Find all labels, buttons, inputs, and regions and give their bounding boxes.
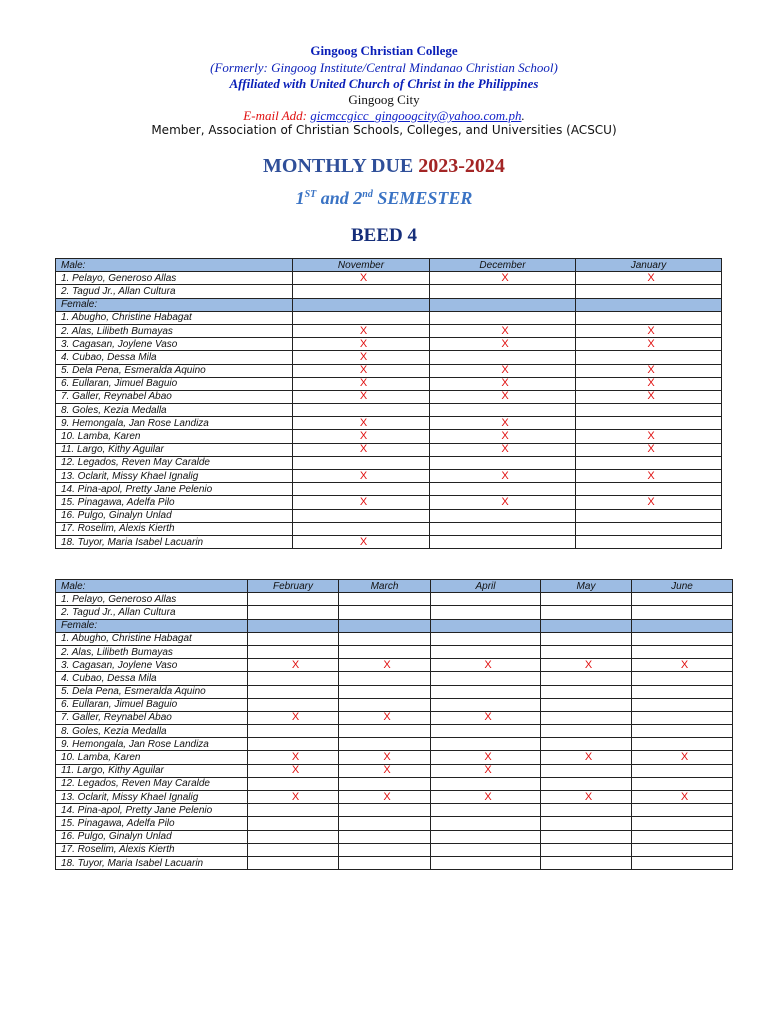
payment-mark (632, 711, 733, 724)
student-row (56, 725, 733, 738)
payment-mark (576, 456, 722, 469)
payment-mark (632, 817, 733, 830)
payment-mark: X (430, 496, 576, 509)
payment-mark (541, 632, 632, 645)
payment-mark (431, 645, 541, 658)
payment-mark: X (339, 751, 431, 764)
payment-mark (293, 311, 430, 324)
title-monthly-due-text: MONTHLY DUE (263, 155, 419, 177)
school-email-line (0, 108, 768, 124)
student-row (56, 685, 733, 698)
student-name: 12. Legados, Reven May Caralde (56, 777, 248, 790)
payment-mark (248, 645, 339, 658)
student-row (56, 606, 733, 619)
student-name: 13. Oclarit, Missy Khael Ignalig (56, 470, 293, 483)
student-row (56, 856, 733, 869)
student-name: 1. Abugho, Christine Habagat (56, 632, 248, 645)
student-name: 15. Pinagawa, Adelfa Pilo (56, 817, 248, 830)
payment-mark: X (293, 351, 430, 364)
student-row (56, 777, 733, 790)
payment-mark: X (293, 443, 430, 456)
student-row (56, 522, 722, 535)
header-row (56, 259, 722, 272)
payment-mark (248, 672, 339, 685)
student-name: 2. Tagud Jr., Allan Cultura (56, 285, 293, 298)
payment-mark (541, 738, 632, 751)
payment-mark: X (430, 443, 576, 456)
month-header (632, 619, 733, 632)
payment-mark (541, 593, 632, 606)
student-name: 12. Legados, Reven May Caralde (56, 456, 293, 469)
month-header: April (431, 580, 541, 593)
student-row (56, 338, 722, 351)
student-row (56, 443, 722, 456)
payment-mark (632, 672, 733, 685)
payment-mark: X (431, 764, 541, 777)
payment-mark: X (248, 791, 339, 804)
payment-mark (339, 856, 431, 869)
payment-mark (430, 351, 576, 364)
payment-mark (576, 285, 722, 298)
payment-mark (431, 738, 541, 751)
payment-mark: X (541, 791, 632, 804)
payment-mark: X (576, 272, 722, 285)
payment-mark: X (576, 364, 722, 377)
student-name: 17. Roselim, Alexis Kierth (56, 843, 248, 856)
sem-first-suffix: ST (304, 189, 317, 200)
month-header: January (576, 259, 722, 272)
payment-mark (632, 777, 733, 790)
payment-mark (541, 777, 632, 790)
student-row (56, 711, 733, 724)
email-label: E-mail Add: (243, 108, 311, 123)
payment-mark (431, 830, 541, 843)
school-city: Gingoog City (348, 92, 420, 107)
payment-mark (632, 632, 733, 645)
student-name: 8. Goles, Kezia Medalla (56, 404, 293, 417)
payment-mark (248, 817, 339, 830)
payment-mark: X (576, 496, 722, 509)
payment-mark: X (248, 659, 339, 672)
month-header (293, 298, 430, 311)
payment-mark (248, 777, 339, 790)
student-name: 3. Cagasan, Joylene Vaso (56, 338, 293, 351)
payment-mark (632, 764, 733, 777)
payment-mark (632, 593, 733, 606)
month-header (430, 298, 576, 311)
student-name: 1. Abugho, Christine Habagat (56, 311, 293, 324)
payment-mark (576, 311, 722, 324)
payment-mark (576, 522, 722, 535)
sem-and: and 2 (316, 188, 363, 208)
school-formerly: (Formerly: Gingoog Institute/Central Mindanao Christian School) (210, 60, 558, 75)
payment-mark: X (430, 324, 576, 337)
month-header: May (541, 580, 632, 593)
payment-mark (431, 593, 541, 606)
payment-mark: X (248, 751, 339, 764)
payment-mark (430, 456, 576, 469)
payment-mark (339, 672, 431, 685)
payment-mark (248, 685, 339, 698)
payment-mark (248, 606, 339, 619)
payment-mark: X (339, 659, 431, 672)
payment-mark: X (576, 338, 722, 351)
dues-table-second (55, 579, 733, 870)
payment-mark (541, 672, 632, 685)
payment-mark: X (431, 791, 541, 804)
student-row (56, 751, 733, 764)
payment-mark (430, 404, 576, 417)
payment-mark (339, 843, 431, 856)
payment-mark (431, 777, 541, 790)
payment-mark: X (430, 417, 576, 430)
payment-mark (632, 738, 733, 751)
student-row (56, 364, 722, 377)
payment-mark: X (541, 751, 632, 764)
payment-mark: X (248, 711, 339, 724)
payment-mark (248, 830, 339, 843)
sem-first-number: 1 (295, 188, 305, 208)
payment-mark: X (293, 338, 430, 351)
payment-mark (431, 804, 541, 817)
payment-mark (541, 711, 632, 724)
payment-mark (248, 804, 339, 817)
title-monthly-due (0, 155, 768, 178)
payment-mark (430, 522, 576, 535)
payment-mark (339, 685, 431, 698)
student-row (56, 791, 733, 804)
payment-mark: X (576, 470, 722, 483)
payment-mark: X (576, 443, 722, 456)
payment-mark (431, 632, 541, 645)
payment-mark (248, 593, 339, 606)
payment-mark: X (293, 430, 430, 443)
student-row (56, 535, 722, 548)
payment-mark: X (293, 496, 430, 509)
payment-mark: X (293, 390, 430, 403)
student-row (56, 509, 722, 522)
payment-mark (431, 856, 541, 869)
payment-mark: X (430, 430, 576, 443)
month-header: December (430, 259, 576, 272)
payment-mark (339, 593, 431, 606)
payment-mark (339, 645, 431, 658)
student-name: 18. Tuyor, Maria Isabel Lacuarin (56, 535, 293, 548)
payment-mark: X (430, 364, 576, 377)
payment-mark: X (632, 751, 733, 764)
payment-mark: X (293, 377, 430, 390)
student-row (56, 311, 722, 324)
payment-mark: X (293, 470, 430, 483)
month-header: February (248, 580, 339, 593)
payment-mark: X (430, 377, 576, 390)
student-row (56, 404, 722, 417)
payment-mark: X (632, 791, 733, 804)
student-row (56, 285, 722, 298)
student-row (56, 324, 722, 337)
student-name: 5. Dela Pena, Esmeralda Aquino (56, 685, 248, 698)
student-name: 2. Alas, Lilibeth Bumayas (56, 645, 248, 658)
student-row (56, 377, 722, 390)
month-header: March (339, 580, 431, 593)
payment-mark (430, 509, 576, 522)
sem-second-suffix: nd (362, 189, 373, 200)
student-name: 11. Largo, Kithy Aguilar (56, 443, 293, 456)
student-name: 16. Pulgo, Ginalyn Unlad (56, 830, 248, 843)
payment-mark (248, 738, 339, 751)
payment-mark (576, 483, 722, 496)
payment-mark: X (576, 390, 722, 403)
month-header (541, 619, 632, 632)
payment-mark (431, 672, 541, 685)
student-name: 5. Dela Pena, Esmeralda Aquino (56, 364, 293, 377)
payment-mark (431, 685, 541, 698)
payment-mark (339, 830, 431, 843)
student-name: 3. Cagasan, Joylene Vaso (56, 659, 248, 672)
payment-mark (541, 685, 632, 698)
payment-mark (541, 856, 632, 869)
payment-mark (431, 606, 541, 619)
payment-mark: X (576, 377, 722, 390)
payment-mark: X (293, 535, 430, 548)
payment-mark: X (431, 659, 541, 672)
payment-mark: X (293, 364, 430, 377)
payment-mark: X (293, 272, 430, 285)
payment-mark (541, 817, 632, 830)
group-label: Male: (56, 580, 248, 593)
student-row (56, 659, 733, 672)
payment-mark (576, 417, 722, 430)
student-name: 17. Roselim, Alexis Kierth (56, 522, 293, 535)
payment-mark (632, 830, 733, 843)
student-name: 14. Pina-apol, Pretty Jane Pelenio (56, 804, 248, 817)
payment-mark (632, 856, 733, 869)
payment-mark (632, 843, 733, 856)
payment-mark (576, 535, 722, 548)
payment-mark (339, 738, 431, 751)
payment-mark: X (339, 711, 431, 724)
school-name: Gingoog Christian College (310, 43, 458, 58)
group-label: Female: (56, 298, 293, 311)
payment-mark (248, 843, 339, 856)
payment-mark (293, 404, 430, 417)
student-row (56, 830, 733, 843)
student-row (56, 483, 722, 496)
student-name: 6. Eullaran, Jimuel Baguio (56, 377, 293, 390)
student-name: 18. Tuyor, Maria Isabel Lacuarin (56, 856, 248, 869)
payment-mark (541, 843, 632, 856)
payment-mark (339, 725, 431, 738)
group-label: Female: (56, 619, 248, 632)
payment-mark: X (431, 751, 541, 764)
payment-mark (632, 606, 733, 619)
title-semester (0, 188, 768, 209)
month-header: November (293, 259, 430, 272)
student-name: 16. Pulgo, Ginalyn Unlad (56, 509, 293, 522)
payment-mark (541, 830, 632, 843)
student-name: 1. Pelayo, Generoso Allas (56, 593, 248, 606)
payment-mark (293, 456, 430, 469)
student-row (56, 430, 722, 443)
payment-mark (632, 698, 733, 711)
payment-mark: X (430, 338, 576, 351)
school-membership: Member, Association of Christian Schools, Colleges, and Universities (ACSCU) (151, 123, 617, 137)
student-row (56, 632, 733, 645)
student-name: 6. Eullaran, Jimuel Baguio (56, 698, 248, 711)
student-name: 15. Pinagawa, Adelfa Pilo (56, 496, 293, 509)
student-name: 10. Lamba, Karen (56, 430, 293, 443)
student-row (56, 456, 722, 469)
student-name: 4. Cubao, Dessa Mila (56, 351, 293, 364)
payment-mark (248, 725, 339, 738)
payment-mark: X (339, 764, 431, 777)
payment-mark: X (430, 470, 576, 483)
payment-mark (248, 698, 339, 711)
title-grade: BEED 4 (351, 225, 417, 246)
payment-mark: X (248, 764, 339, 777)
payment-mark: X (431, 711, 541, 724)
payment-mark: X (339, 791, 431, 804)
payment-mark (339, 817, 431, 830)
payment-mark (541, 698, 632, 711)
payment-mark (248, 856, 339, 869)
payment-mark (576, 509, 722, 522)
student-row (56, 470, 722, 483)
payment-mark (576, 404, 722, 417)
student-name: 10. Lamba, Karen (56, 751, 248, 764)
student-name: 14. Pina-apol, Pretty Jane Pelenio (56, 483, 293, 496)
payment-mark: X (430, 390, 576, 403)
payment-mark (541, 645, 632, 658)
student-name: 4. Cubao, Dessa Mila (56, 672, 248, 685)
payment-mark (293, 522, 430, 535)
student-row (56, 764, 733, 777)
student-row (56, 496, 722, 509)
dues-table-first (55, 258, 722, 549)
payment-mark (576, 351, 722, 364)
payment-mark (248, 632, 339, 645)
payment-mark (293, 285, 430, 298)
payment-mark (541, 725, 632, 738)
month-header (576, 298, 722, 311)
email-link[interactable]: gicmccgicc_gingoogcity@yahoo.com.ph (310, 108, 522, 123)
student-row (56, 390, 722, 403)
payment-mark (431, 698, 541, 711)
student-name: 8. Goles, Kezia Medalla (56, 725, 248, 738)
payment-mark (339, 698, 431, 711)
email-period: . (521, 108, 525, 123)
student-row (56, 593, 733, 606)
payment-mark (541, 804, 632, 817)
payment-mark: X (430, 272, 576, 285)
payment-mark (431, 725, 541, 738)
student-row (56, 738, 733, 751)
student-name: 11. Largo, Kithy Aguilar (56, 764, 248, 777)
payment-mark: X (293, 417, 430, 430)
month-header (339, 619, 431, 632)
payment-mark (430, 483, 576, 496)
student-row (56, 351, 722, 364)
payment-mark: X (576, 430, 722, 443)
month-header: June (632, 580, 733, 593)
student-name: 7. Galler, Reynabel Abao (56, 390, 293, 403)
payment-mark (339, 777, 431, 790)
payment-mark (632, 725, 733, 738)
header-row (56, 298, 722, 311)
payment-mark (293, 483, 430, 496)
student-name: 7. Galler, Reynabel Abao (56, 711, 248, 724)
student-row (56, 417, 722, 430)
payment-mark (430, 535, 576, 548)
payment-mark: X (293, 324, 430, 337)
student-row (56, 698, 733, 711)
student-row (56, 817, 733, 830)
payment-mark: X (541, 659, 632, 672)
payment-mark: X (632, 659, 733, 672)
title-year: 2023-2024 (418, 155, 505, 177)
student-row (56, 645, 733, 658)
payment-mark (541, 606, 632, 619)
group-label: Male: (56, 259, 293, 272)
sem-word: SEMESTER (372, 188, 473, 208)
payment-mark (293, 509, 430, 522)
student-name: 9. Hemongala, Jan Rose Landiza (56, 738, 248, 751)
payment-mark (339, 632, 431, 645)
payment-mark (339, 606, 431, 619)
student-name: 2. Alas, Lilibeth Bumayas (56, 324, 293, 337)
student-name: 1. Pelayo, Generoso Allas (56, 272, 293, 285)
payment-mark (632, 804, 733, 817)
header-row (56, 580, 733, 593)
student-name: 9. Hemongala, Jan Rose Landiza (56, 417, 293, 430)
student-row (56, 672, 733, 685)
payment-mark (431, 843, 541, 856)
student-name: 13. Oclarit, Missy Khael Ignalig (56, 791, 248, 804)
student-row (56, 272, 722, 285)
payment-mark (339, 804, 431, 817)
student-name: 2. Tagud Jr., Allan Cultura (56, 606, 248, 619)
month-header (431, 619, 541, 632)
payment-mark (541, 764, 632, 777)
payment-mark (430, 285, 576, 298)
student-row (56, 843, 733, 856)
payment-mark (632, 645, 733, 658)
school-affiliation: Affiliated with United Church of Christ in the Philippines (229, 76, 539, 91)
student-row (56, 804, 733, 817)
payment-mark (431, 817, 541, 830)
payment-mark (430, 311, 576, 324)
month-header (248, 619, 339, 632)
header-row (56, 619, 733, 632)
payment-mark (632, 685, 733, 698)
payment-mark: X (576, 324, 722, 337)
